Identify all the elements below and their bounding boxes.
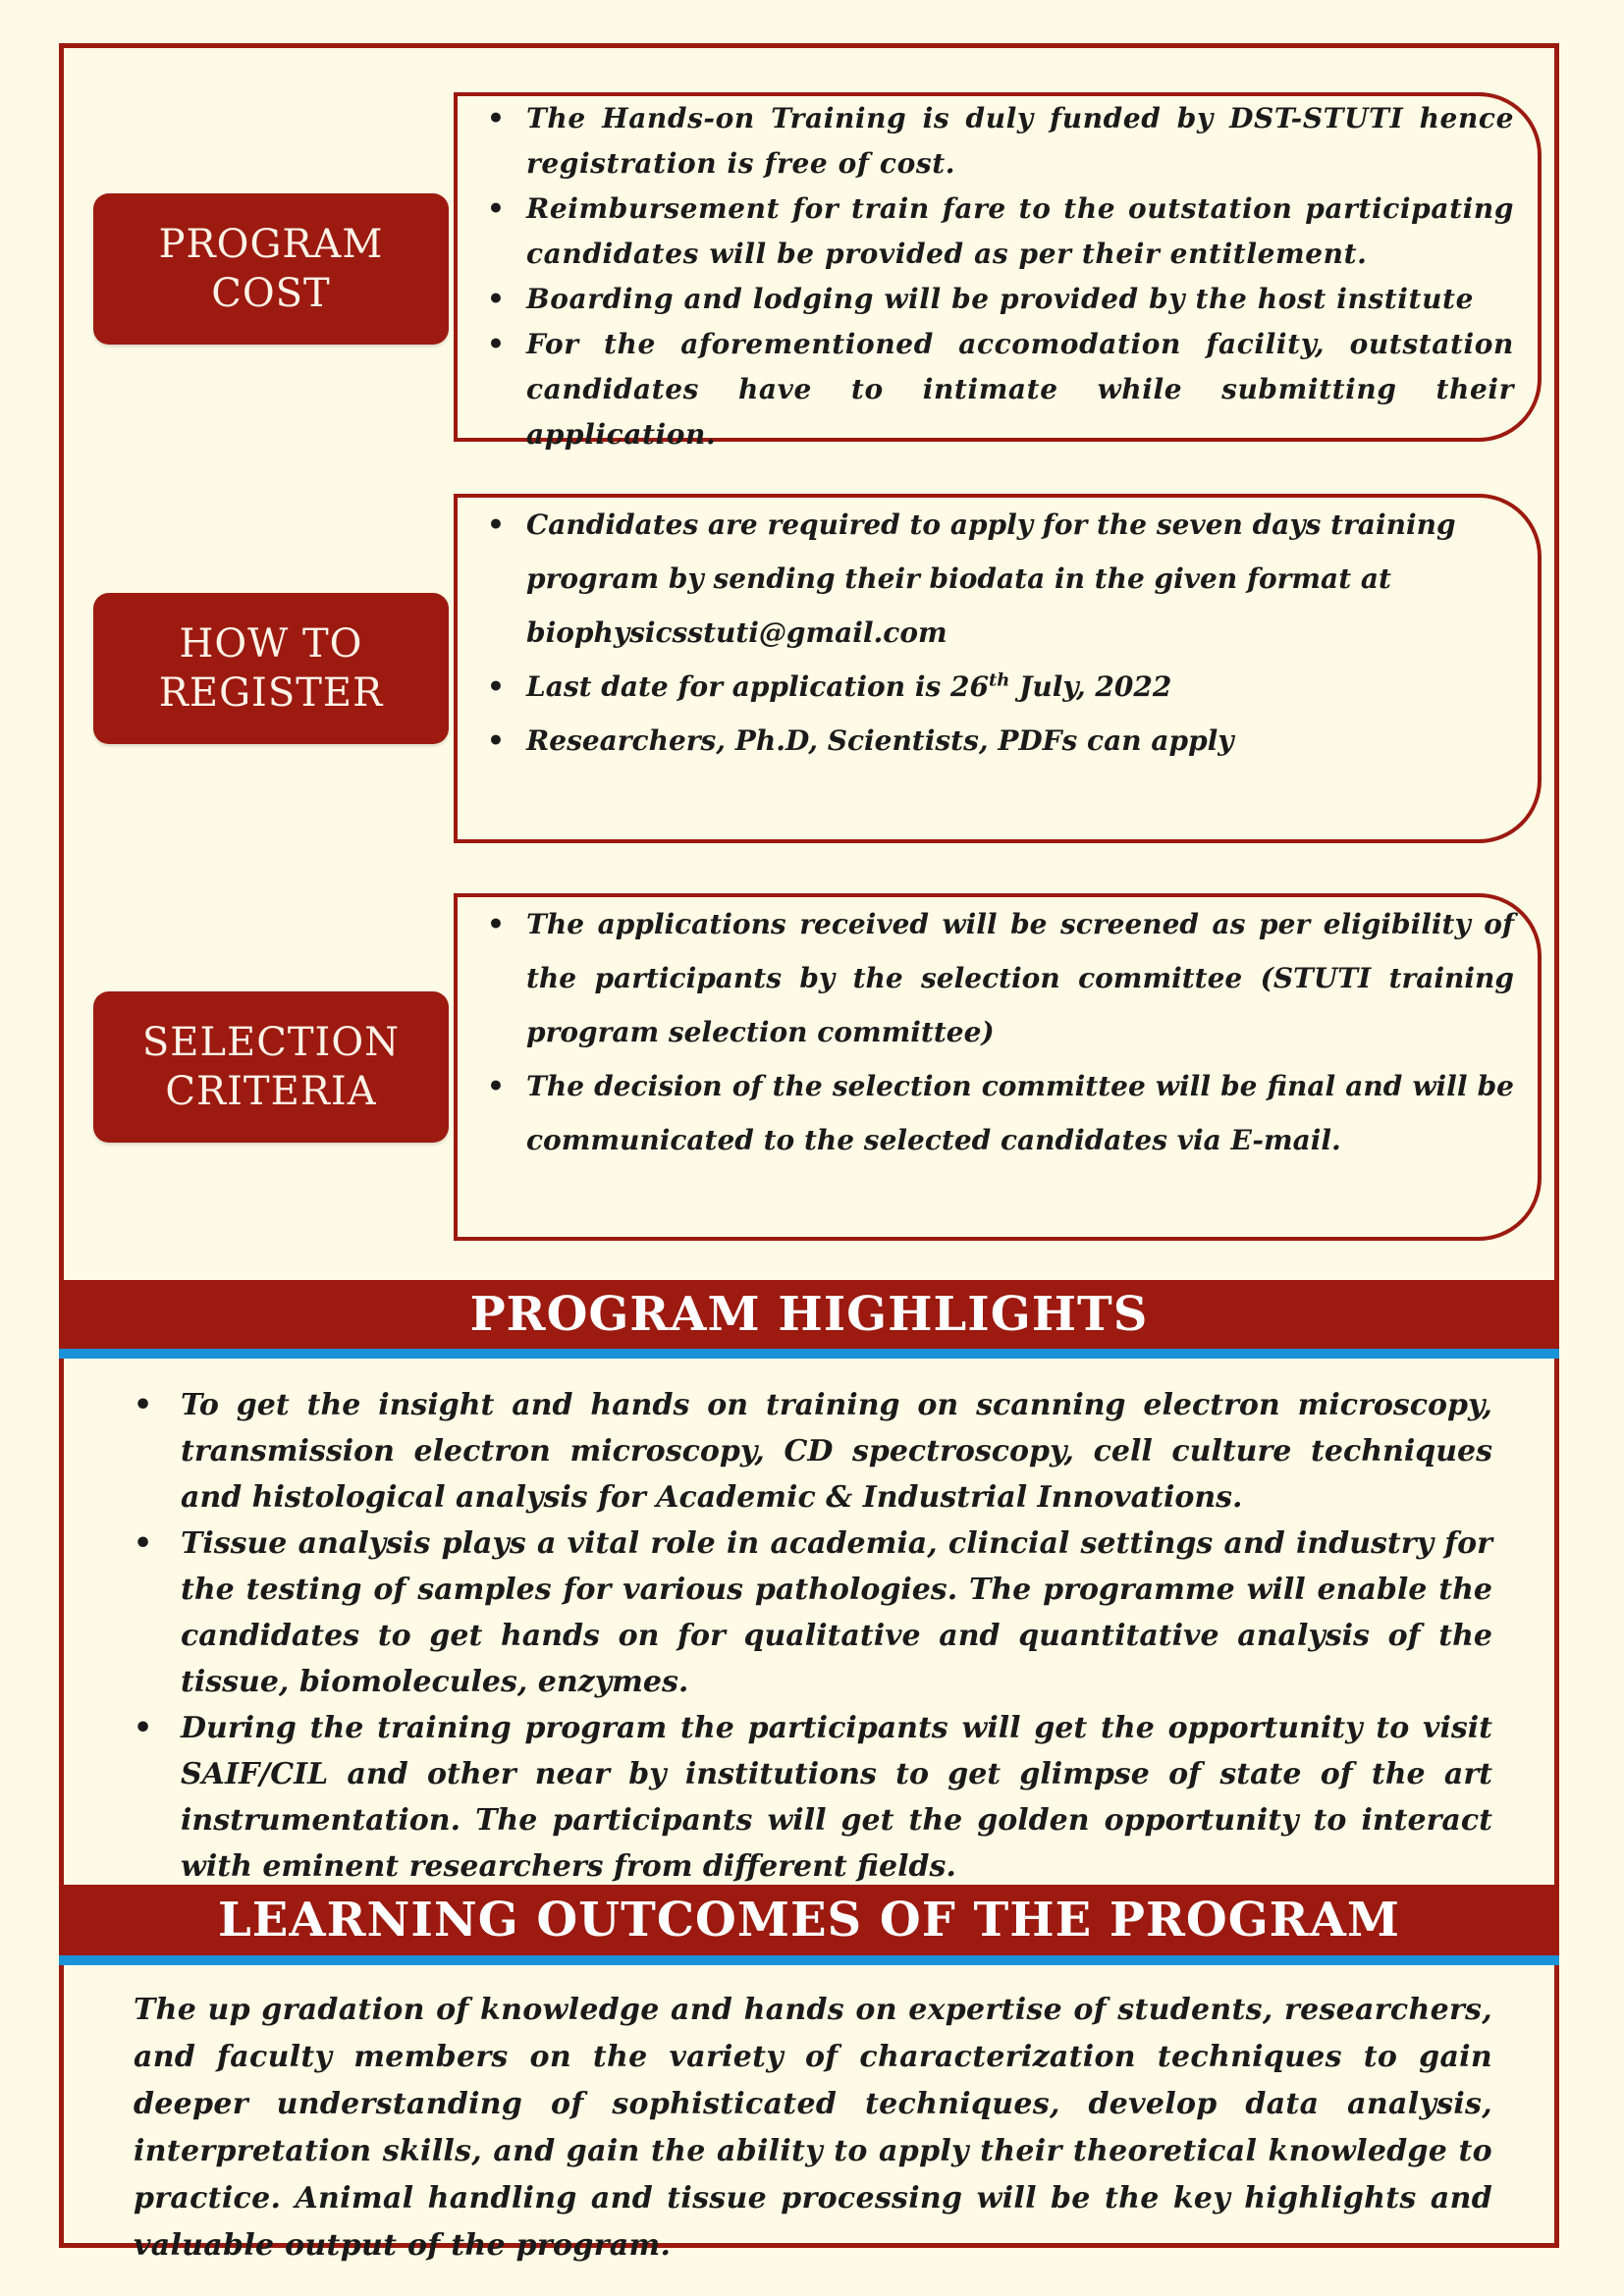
list-item: • Reimbursement for train fare to the outstation participating candidates will be provided as per their entitlement. <box>487 192 1514 270</box>
list-item: • Tissue analysis plays a vital role in academia, clincial settings and industry for the testing of samples for various pathologies. The programme will enable the candidates to get hands on for qualitative and quantitative analysis of the tissue, biomolecules, enzymes. <box>134 1526 1492 1699</box>
list-item: • To get the insight and hands on training on scanning electron microscopy, transmission electron microscopy, CD spectroscopy, cell culture techniques and histological analysis for Academic & Industrial Innovations. <box>134 1388 1492 1515</box>
program-cost-box <box>454 92 1542 451</box>
program-highlights-list <box>134 1382 1492 1890</box>
learning-outcomes-title: LEARNING OUTCOMES OF THE PROGRAM <box>218 1893 1400 1948</box>
blue-divider <box>59 1955 1559 1965</box>
how-to-register-label <box>93 593 449 744</box>
list-item: • For the aforementioned accomodation facility, outstation candidates have to intimate while submitting their application. <box>487 328 1514 451</box>
selection-criteria-label <box>93 991 449 1143</box>
learning-outcomes-header <box>59 1885 1559 1955</box>
list-item: • Last date for application is 26th July, 2022 <box>487 669 1172 703</box>
selection-criteria-label-line1: SELECTION <box>141 1020 401 1065</box>
list-item: • The decision of the selection committee will be final and will be communicated to the selected candidates via E-mail. <box>487 1070 1514 1156</box>
register-email: biophysicsstuti@gmail.com <box>526 616 947 649</box>
list-item: • During the training program the participants will get the opportunity to visit SAIF/CIL and other near by institutions to get glimpse of state of the art instrumentation. The participants will get the golden opportunity to interact with eminent researchers from different fields. <box>134 1711 1492 1884</box>
program-highlights-header <box>59 1280 1559 1349</box>
list-item: • Boarding and lodging will be provided by the host institute <box>487 283 1474 315</box>
list-item: • Researchers, Ph.D, Scientists, PDFs can apply <box>487 724 1234 757</box>
how-to-register-label-text: HOW TO REGISTER <box>158 621 384 716</box>
blue-divider <box>59 1349 1559 1359</box>
list-item: • The Hands-on Training is duly funded by DST-STUTI hence registration is free of cost. <box>487 102 1514 180</box>
list-item: • Candidates are required to apply for the seven days training program by sending their biodata in the given format at biophysicsstuti@gmail.com <box>487 508 1456 649</box>
list-item: • The applications received will be screened as per eligibility of the participants by the selection committee (STUTI training program selection committee) <box>487 908 1514 1048</box>
program-cost-label <box>93 193 449 345</box>
program-highlights-content <box>134 1382 1492 1890</box>
how-to-register-list <box>458 498 1538 768</box>
learning-outcomes-text: The up gradation of knowledge and hands on expertise of students, researchers, and faculty members on the variety of characterization techniques to gain deeper understanding of sophisticated techniques, develop data analysis, interpretation skills, and gain the ability to apply their theoretical knowledge to practice. Animal handling and tissue processing will be the key highlights and valuable output of the program. <box>134 1993 1492 2263</box>
program-cost-label-text: PROGRAM COST <box>158 222 384 316</box>
selection-criteria-label-line2: CRITERIA <box>165 1069 377 1114</box>
selection-criteria-box <box>454 893 1542 1241</box>
selection-criteria-list <box>458 897 1538 1167</box>
program-highlights-title: PROGRAM HIGHLIGHTS <box>469 1287 1149 1342</box>
program-cost-list <box>458 96 1538 457</box>
how-to-register-box <box>454 494 1542 843</box>
